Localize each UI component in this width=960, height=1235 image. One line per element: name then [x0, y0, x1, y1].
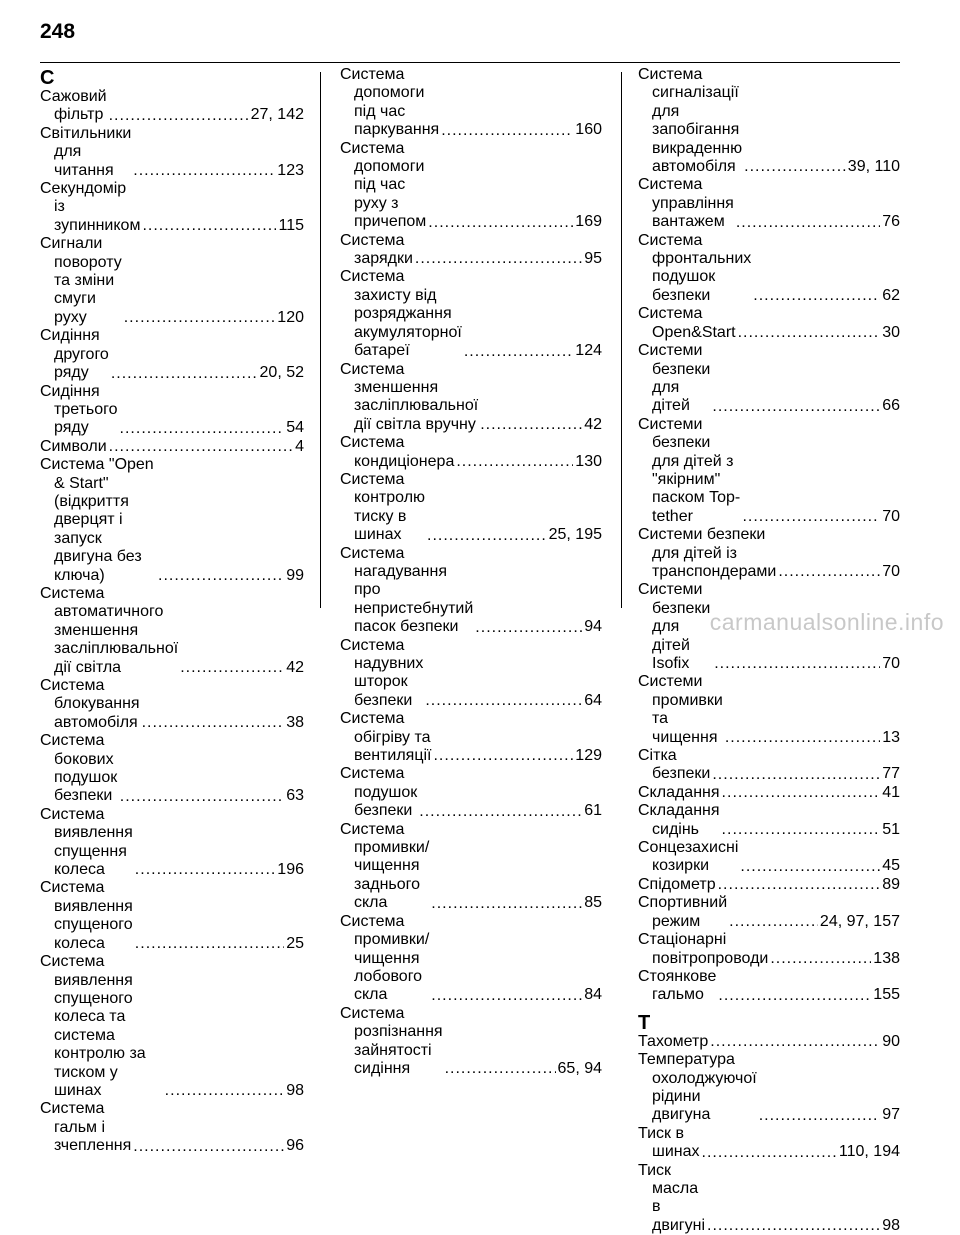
index-entry: [340, 471, 602, 545]
index-entry-pages[interactable]: 61: [584, 802, 602, 820]
index-entry-label: Система допомоги під час руху з причепом: [340, 139, 427, 231]
dot-leader: [109, 111, 249, 121]
index-entry: [40, 806, 304, 880]
index-entry-label: Сидіння третього ряду: [40, 382, 118, 437]
index-entry-pages[interactable]: 196: [277, 861, 304, 879]
index-entry: [40, 879, 304, 953]
index-entry-label: Сидіння другого ряду: [40, 327, 109, 382]
index-entry-label: Система промивки/чищення лобового скла: [340, 912, 430, 1004]
dot-leader: [415, 254, 582, 264]
index-entry-label: Системи безпеки для дітей з "якірним" паском Top-tether: [638, 415, 741, 525]
index-entry-label: Тиск масла в двигуні: [638, 1161, 705, 1234]
index-entry-pages[interactable]: 13: [882, 728, 900, 746]
index-entry-pages[interactable]: 25: [286, 934, 304, 952]
index-entry-label: Система зменшення засліплювальної дії світла вручну: [340, 360, 479, 433]
index-entry: [638, 342, 900, 416]
index-entry: [638, 894, 900, 931]
index-entry-pages[interactable]: 90: [882, 1032, 900, 1050]
index-entry-pages[interactable]: 169: [575, 213, 602, 231]
dot-leader: [142, 221, 276, 231]
dot-leader: [718, 991, 871, 1001]
index-entry-pages[interactable]: 124: [575, 342, 602, 360]
index-entry-label: Система Open&Start: [638, 305, 736, 341]
index-entry: [340, 821, 602, 913]
index-entry-pages[interactable]: 4: [295, 437, 304, 455]
dot-leader: [722, 825, 881, 835]
index-entry: [340, 1005, 602, 1079]
index-entry: [40, 383, 304, 438]
dot-leader: [759, 1111, 881, 1121]
index-entry: [638, 1162, 900, 1235]
index-section-letter: С: [40, 67, 55, 89]
dot-leader: [712, 402, 880, 412]
dot-leader: [428, 218, 573, 228]
index-entry-pages[interactable]: 115: [278, 216, 304, 234]
index-entry-label: Система нагадування про непристебнутий пасок безпеки: [340, 544, 474, 636]
index-entry: [638, 66, 900, 176]
index-entry: [40, 732, 304, 806]
index-entry-label: Сажовий фільтр: [40, 88, 107, 124]
index-entry: [40, 180, 304, 235]
index-entry: [40, 677, 304, 732]
dot-leader: [133, 166, 275, 176]
dot-leader: [180, 663, 284, 673]
index-entry: [340, 140, 602, 232]
column-divider: [621, 72, 622, 608]
dot-leader: [707, 1221, 880, 1231]
dot-leader: [778, 567, 880, 577]
index-entry-pages[interactable]: 25, 195: [548, 526, 602, 544]
index-entry-label: Система виявлення спущеного колеса: [40, 879, 133, 952]
index-entry: [340, 913, 602, 1005]
dot-leader: [445, 1064, 556, 1074]
index-entry-pages[interactable]: 24, 97, 157: [819, 912, 900, 930]
index-entry-label: Система допомоги під час паркування: [340, 66, 440, 139]
index-entry: [638, 416, 900, 526]
index-entry-label: Система виявлення спущеного колеса та система контролю за тиском у шинах: [40, 953, 146, 1099]
index-entry-label: Складання сидінь: [638, 802, 720, 838]
dot-leader: [702, 1148, 837, 1158]
index-entry-pages[interactable]: 130: [575, 452, 602, 470]
index-entry: [638, 673, 900, 747]
dot-leader: [722, 788, 881, 798]
index-entry-pages[interactable]: 84: [584, 986, 602, 1004]
dot-leader: [109, 442, 293, 452]
column-divider: [320, 72, 321, 608]
index-entry: [638, 305, 900, 342]
index-entry: [40, 953, 304, 1100]
index-entry-pages[interactable]: 120: [277, 308, 304, 326]
index-entry-label: Тиск в шинах: [638, 1124, 700, 1161]
index-entry-pages[interactable]: 62: [882, 286, 900, 304]
index-entry-pages[interactable]: 70: [882, 655, 900, 672]
index-entry-label: Система розпізнання зайнятості сидіння: [340, 1004, 443, 1077]
index-entry-label: Система блокування автомобіля: [40, 677, 140, 731]
index-entry-pages[interactable]: 64: [584, 691, 602, 709]
index-entry: [40, 585, 304, 677]
page-number: 248: [40, 20, 76, 43]
dot-leader: [464, 347, 573, 357]
dot-leader: [419, 807, 582, 817]
index-entry: [638, 931, 900, 968]
index-entry: [340, 66, 602, 140]
dot-leader: [427, 531, 547, 541]
header-rule: [40, 62, 900, 63]
index-entry-label: Системи промивки та чищення: [638, 673, 723, 746]
dot-leader: [710, 1037, 880, 1047]
index-entry-label: Температура охолоджуючої рідини двигуна: [638, 1051, 757, 1124]
index-entry-label: Символи: [40, 437, 107, 455]
index-entry: [638, 176, 900, 231]
index-entry: [638, 1051, 900, 1125]
index-entry-pages[interactable]: 89: [882, 875, 900, 893]
index-entry-pages[interactable]: 138: [873, 949, 900, 967]
index-entry-pages[interactable]: 95: [584, 250, 602, 268]
dot-leader: [120, 792, 284, 802]
index-entry-pages[interactable]: 54: [286, 419, 304, 437]
index-entry-pages[interactable]: 63: [286, 787, 304, 805]
dot-leader: [441, 126, 573, 136]
dot-leader: [133, 1142, 284, 1152]
index-entry-pages[interactable]: 85: [584, 894, 602, 912]
index-column-2: [340, 66, 602, 1078]
index-column-3: [638, 66, 900, 1235]
index-entry-label: Системи безпеки для дітей: [638, 342, 711, 415]
index-entry-label: Система "Open & Start" (відкриття дверцят і запуск двигуна без ключа): [40, 456, 154, 584]
index-entry-label: Сигнали повороту та зміни смуги руху: [40, 235, 122, 326]
index-entry-pages[interactable]: 123: [277, 161, 304, 179]
dot-leader: [135, 865, 276, 875]
index-entry: [340, 765, 602, 820]
dot-leader: [124, 313, 276, 323]
index-entry-label: Система надувних шторок безпеки: [340, 636, 424, 709]
index-entry: [638, 839, 900, 876]
index-entry: [638, 1125, 900, 1162]
index-entry: [638, 747, 900, 784]
index-entry-label: Система сигналізації для запобігання викраденню автомобіля: [638, 66, 743, 176]
index-entry-label: Тахометр: [638, 1032, 709, 1050]
index-entry-label: Система захисту від розряджання акумуляторної батареї: [340, 268, 462, 360]
index-entry: [40, 327, 304, 382]
index-entry-pages[interactable]: 41: [882, 783, 900, 801]
index-entry-pages[interactable]: 76: [882, 213, 900, 231]
index-entry-pages[interactable]: 97: [882, 1106, 900, 1124]
index-entry: [340, 434, 602, 471]
index-entry-pages[interactable]: 129: [575, 747, 602, 765]
index-entry: [638, 876, 900, 894]
index-section-letter: Т: [638, 1011, 651, 1034]
dot-leader: [742, 512, 880, 522]
index-entry-pages[interactable]: 38: [286, 713, 304, 731]
index-entry: [638, 802, 900, 839]
dot-leader: [431, 899, 582, 909]
index-entry-pages[interactable]: 51: [882, 820, 900, 838]
index-entry-label: Секундомір із зупинником: [40, 180, 141, 234]
dot-leader: [718, 880, 881, 890]
index-entry: [638, 968, 900, 1005]
index-entry: [638, 526, 900, 581]
index-entry-pages[interactable]: 42: [584, 415, 602, 433]
index-entry-pages[interactable]: 39, 110: [847, 158, 900, 176]
index-entry: [340, 232, 602, 269]
dot-leader: [475, 623, 582, 633]
index-entry-pages[interactable]: 160: [575, 121, 602, 139]
index-entry-pages[interactable]: 98: [286, 1081, 304, 1099]
index-entry-pages[interactable]: 96: [286, 1137, 304, 1155]
dot-leader: [712, 770, 880, 780]
dot-leader: [714, 659, 880, 669]
index-entry: [340, 361, 602, 435]
index-entry: [40, 1100, 304, 1155]
index-entry: [340, 268, 602, 360]
index-entry-label: Система гальм і зчеплення: [40, 1100, 132, 1155]
dot-leader: [753, 291, 880, 301]
index-entry-pages[interactable]: 99: [286, 566, 304, 584]
watermark: carmanualsonline.info: [709, 609, 944, 635]
index-entry: [340, 710, 602, 765]
dot-leader: [142, 718, 285, 728]
index-entry-label: Система обігріву та вентиляції: [340, 710, 432, 765]
index-entry-pages[interactable]: 70: [882, 562, 900, 580]
index-entry-label: Системи безпеки для дітей із транспондерами: [638, 526, 777, 580]
dot-leader: [120, 424, 285, 434]
index-entry-label: Система кондиціонера: [340, 434, 455, 470]
dot-leader: [456, 457, 573, 467]
index-entry-label: Стоянкове гальмо: [638, 967, 717, 1004]
index-entry-label: Система управління вантажем: [638, 176, 734, 231]
index-entry-label: Система фронтальних подушок безпеки: [638, 231, 752, 304]
index-entry: [40, 125, 304, 180]
index-entry-label: Спортивний режим: [638, 894, 728, 930]
index-entry-label: Система виявлення спущення колеса: [40, 805, 133, 879]
index-entry-pages[interactable]: 42: [286, 658, 304, 676]
dot-leader: [431, 991, 582, 1001]
index-entry-label: Світильники для читання: [40, 124, 132, 179]
index-entry-label: Стаціонарні повітропроводи: [638, 931, 769, 967]
index-entry-label: Система зарядки: [340, 231, 413, 268]
index-entry-pages[interactable]: 20, 52: [259, 364, 304, 382]
index-entry-label: Система контролю тиску в шинах: [340, 470, 426, 544]
index-entry-label: Система бокових подушок безпеки: [40, 732, 118, 805]
index-entry: [40, 456, 304, 585]
index-entry: [340, 637, 602, 711]
index-entry-pages[interactable]: 77: [882, 765, 900, 783]
dot-leader: [165, 1086, 285, 1096]
index-entry-pages[interactable]: 30: [882, 323, 900, 341]
index-column-1: [40, 66, 304, 1156]
index-entry-label: Системи безпеки для дітей Isofix: [638, 581, 711, 672]
index-entry: [40, 235, 304, 327]
dot-leader: [111, 369, 258, 379]
dot-leader: [736, 218, 880, 228]
index-entry-pages[interactable]: 66: [882, 397, 900, 415]
index-entry-pages[interactable]: 94: [584, 618, 602, 636]
index-entry-pages[interactable]: 98: [882, 1216, 900, 1234]
index-entry-label: Система промивки/чищення заднього скла: [340, 820, 430, 912]
dot-leader: [433, 751, 573, 761]
index-entry-label: Сітка безпеки: [638, 747, 711, 783]
dot-leader: [480, 420, 582, 430]
index-entry-label: Складання: [638, 783, 720, 801]
index-entry: [40, 88, 304, 125]
index-entry-pages[interactable]: 45: [882, 857, 900, 875]
index-entry: [638, 784, 900, 802]
dot-leader: [135, 939, 284, 949]
index-entry-pages[interactable]: 27, 142: [250, 106, 304, 124]
dot-leader: [740, 862, 880, 872]
index-entry-pages[interactable]: 110, 194: [838, 1143, 900, 1161]
index-entry-label: Сонцезахисні козирки: [638, 839, 739, 875]
index-entry: [638, 232, 900, 306]
index-entry-label: Система автоматичного зменшення засліплювальної дії світла: [40, 584, 179, 676]
index-entry: [340, 545, 602, 637]
dot-leader: [725, 733, 880, 743]
dot-leader: [158, 571, 284, 581]
index-entry-pages[interactable]: 70: [882, 507, 900, 525]
dot-leader: [425, 696, 582, 706]
index-entry-label: Спідометр: [638, 875, 716, 893]
dot-leader: [738, 328, 881, 338]
index-entry-pages[interactable]: 65, 94: [557, 1059, 602, 1077]
index-entry-label: Система подушок безпеки: [340, 765, 418, 820]
dot-leader: [729, 917, 818, 927]
dot-leader: [744, 162, 846, 172]
dot-leader: [770, 954, 871, 964]
index-entry-pages[interactable]: 155: [873, 986, 900, 1004]
index-entry: [40, 438, 304, 456]
index-entry: [638, 1033, 900, 1051]
